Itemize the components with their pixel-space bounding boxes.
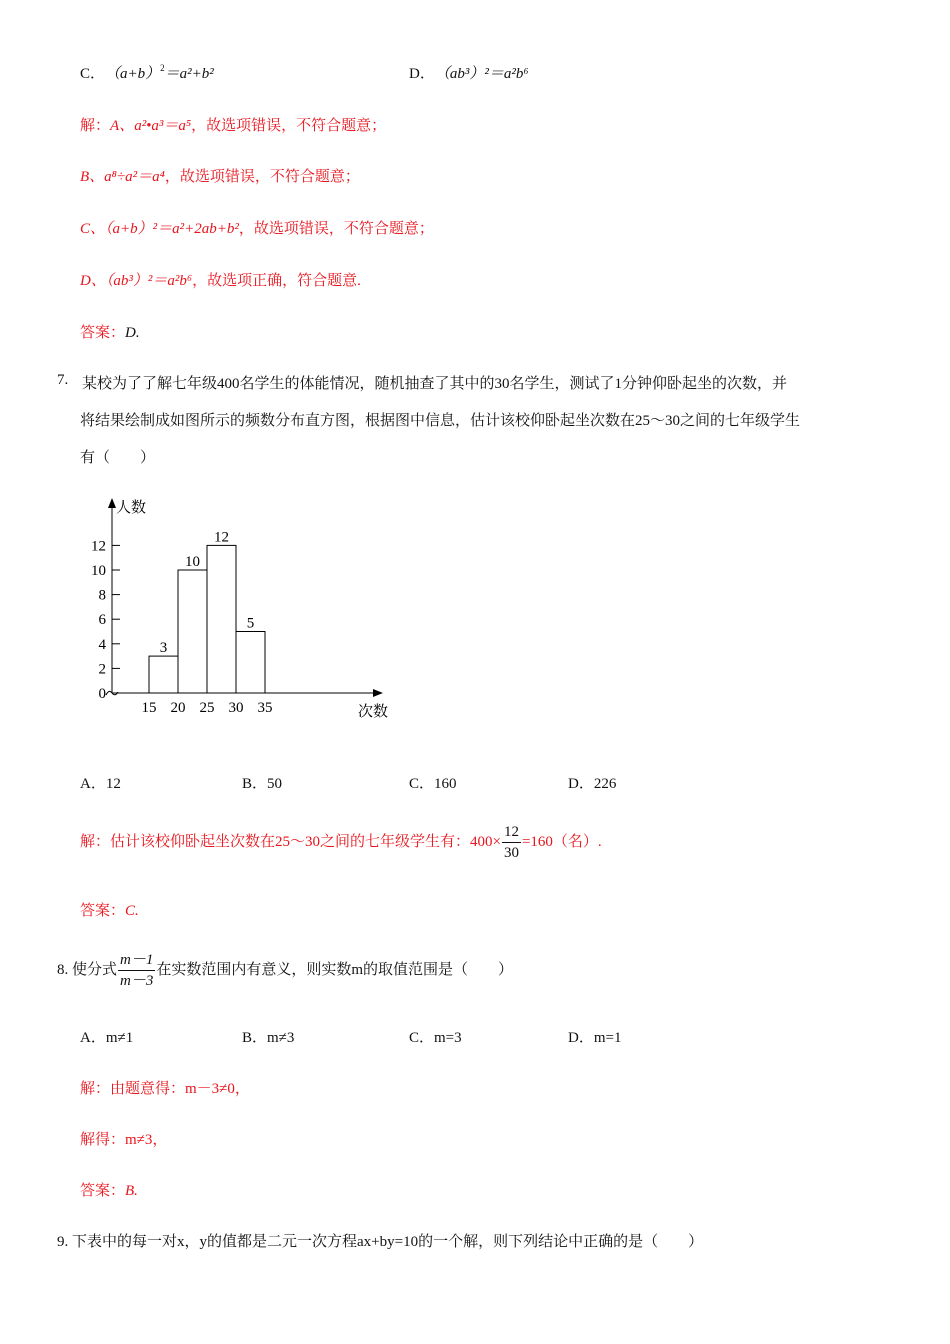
y-tick-label: 12 [91,538,106,555]
x-tick-label: 15 [141,700,157,716]
solution-math: a²•a³＝a⁵ [134,118,192,134]
solution-label: A、 [110,118,135,134]
q6-option-c-exp: 2 [160,63,165,73]
x-tick-label: 20 [170,700,186,716]
x-tick-label: 30 [228,700,244,716]
histogram-chart [70,490,410,730]
q7-number: 7. [57,372,69,388]
q8-question: 8. 使分式 $\frac{m-1}{m-3}$ 在实数范围内有意义，则实数m的取值范围是（ ） [57,952,514,989]
y-tick-label: 10 [91,563,106,579]
solution-text: ，故选项错误，不符合题意； [164,169,360,185]
solution-text: ，故选项正确，符合题意. [192,273,361,289]
q8-option-d: D．m=1 [568,1030,622,1046]
histogram-bar [149,656,178,693]
solution-label: B、 [80,169,105,185]
histogram-bar [236,632,265,694]
y-tick-label: 6 [98,612,106,629]
solution-prefix: 解： [80,118,111,134]
q8-option-b: B．m≠3 [242,1030,295,1046]
solution-label: C、 [80,221,106,237]
q7-option-b: B．50 [242,776,283,792]
q7-option-c: C．160 [409,776,457,792]
q8-solution-1: 解：由题意得：m－3≠0， [80,1081,250,1097]
y-tick-label: 2 [98,661,106,678]
q7-answer: 答案：C. [80,903,139,919]
solution-math: a⁸÷a²＝a⁴ [104,169,165,185]
q8-solution-2: 解得：m≠3， [80,1132,168,1148]
q6-solution-b [80,165,360,186]
q8-answer: 答案：B. [80,1183,138,1199]
q6-answer: 答案：D. [80,325,140,341]
q6-option-c-label: C． [80,66,98,82]
q6-solution-a [80,114,386,135]
q6-option-d-expr: （ab³）²＝a²b⁶ [442,66,529,82]
y-axis-arrow [108,498,116,508]
q7-text-2: 将结果绘制成如图所示的频数分布直方图，根据图中信息，估计该校仰卧起坐次数在25～30之间的七年级学生 [80,413,801,429]
q6-option-c-lhs: （a+b） [112,66,161,82]
solution-text: ，故选项错误，不符合题意； [238,221,434,237]
q8-option-a: A．m≠1 [80,1030,134,1046]
solution-text: ，故选项错误，不符合题意； [191,118,387,134]
solution-math: （ab³）²＝a²b⁶ [105,273,193,289]
q7-option-d: D．226 [568,776,617,792]
y-tick-label: 8 [98,587,106,604]
x-axis-label: 次数 [358,704,389,720]
q8-option-c: C．m=3 [409,1030,462,1046]
y-tick-label: 4 [98,636,106,653]
q6-option-c [80,62,214,83]
solution-label: D、 [80,273,106,289]
q6-solution-c [80,217,434,238]
q6-option-d [409,62,529,83]
bar-data-label: 5 [246,615,255,632]
q7-solution: 解：估计该校仰卧起坐次数在25～30之间的七年级学生有：400× $\frac{12}{30}$ =160（名）. [80,824,602,861]
q7-option-a: A．12 [80,776,121,792]
x-tick-label: 35 [257,700,273,716]
q6-option-c-rhs: ＝a²+b² [164,66,214,82]
bar-data-label: 10 [185,554,200,570]
q7-text-1: 某校为了了解七年级400名学生的体能情况，随机抽查了其中的30名学生，测试了1分钟仰卧起坐的次数，并 [82,376,788,392]
x-axis-arrow [373,689,383,697]
solution-math: （a+b）²＝a²+2ab+b² [105,221,239,237]
y-tick-label: 0 [98,686,106,702]
q9-question: 9. 下表中的每一对x，y的值都是二元一次方程ax+by=10的一个解，则下列结论中正确的是（ ） [57,1234,704,1250]
q7-text-3: 有（ ） [80,450,156,466]
x-tick-label: 25 [199,700,215,716]
bar-data-label: 12 [214,529,229,546]
histogram-bar [178,570,207,693]
histogram-bar [207,545,236,693]
bar-data-label: 3 [159,640,168,657]
y-axis-label: 人数 [116,500,147,516]
q6-option-d-label: D． [409,66,428,82]
q6-solution-d [80,269,361,290]
